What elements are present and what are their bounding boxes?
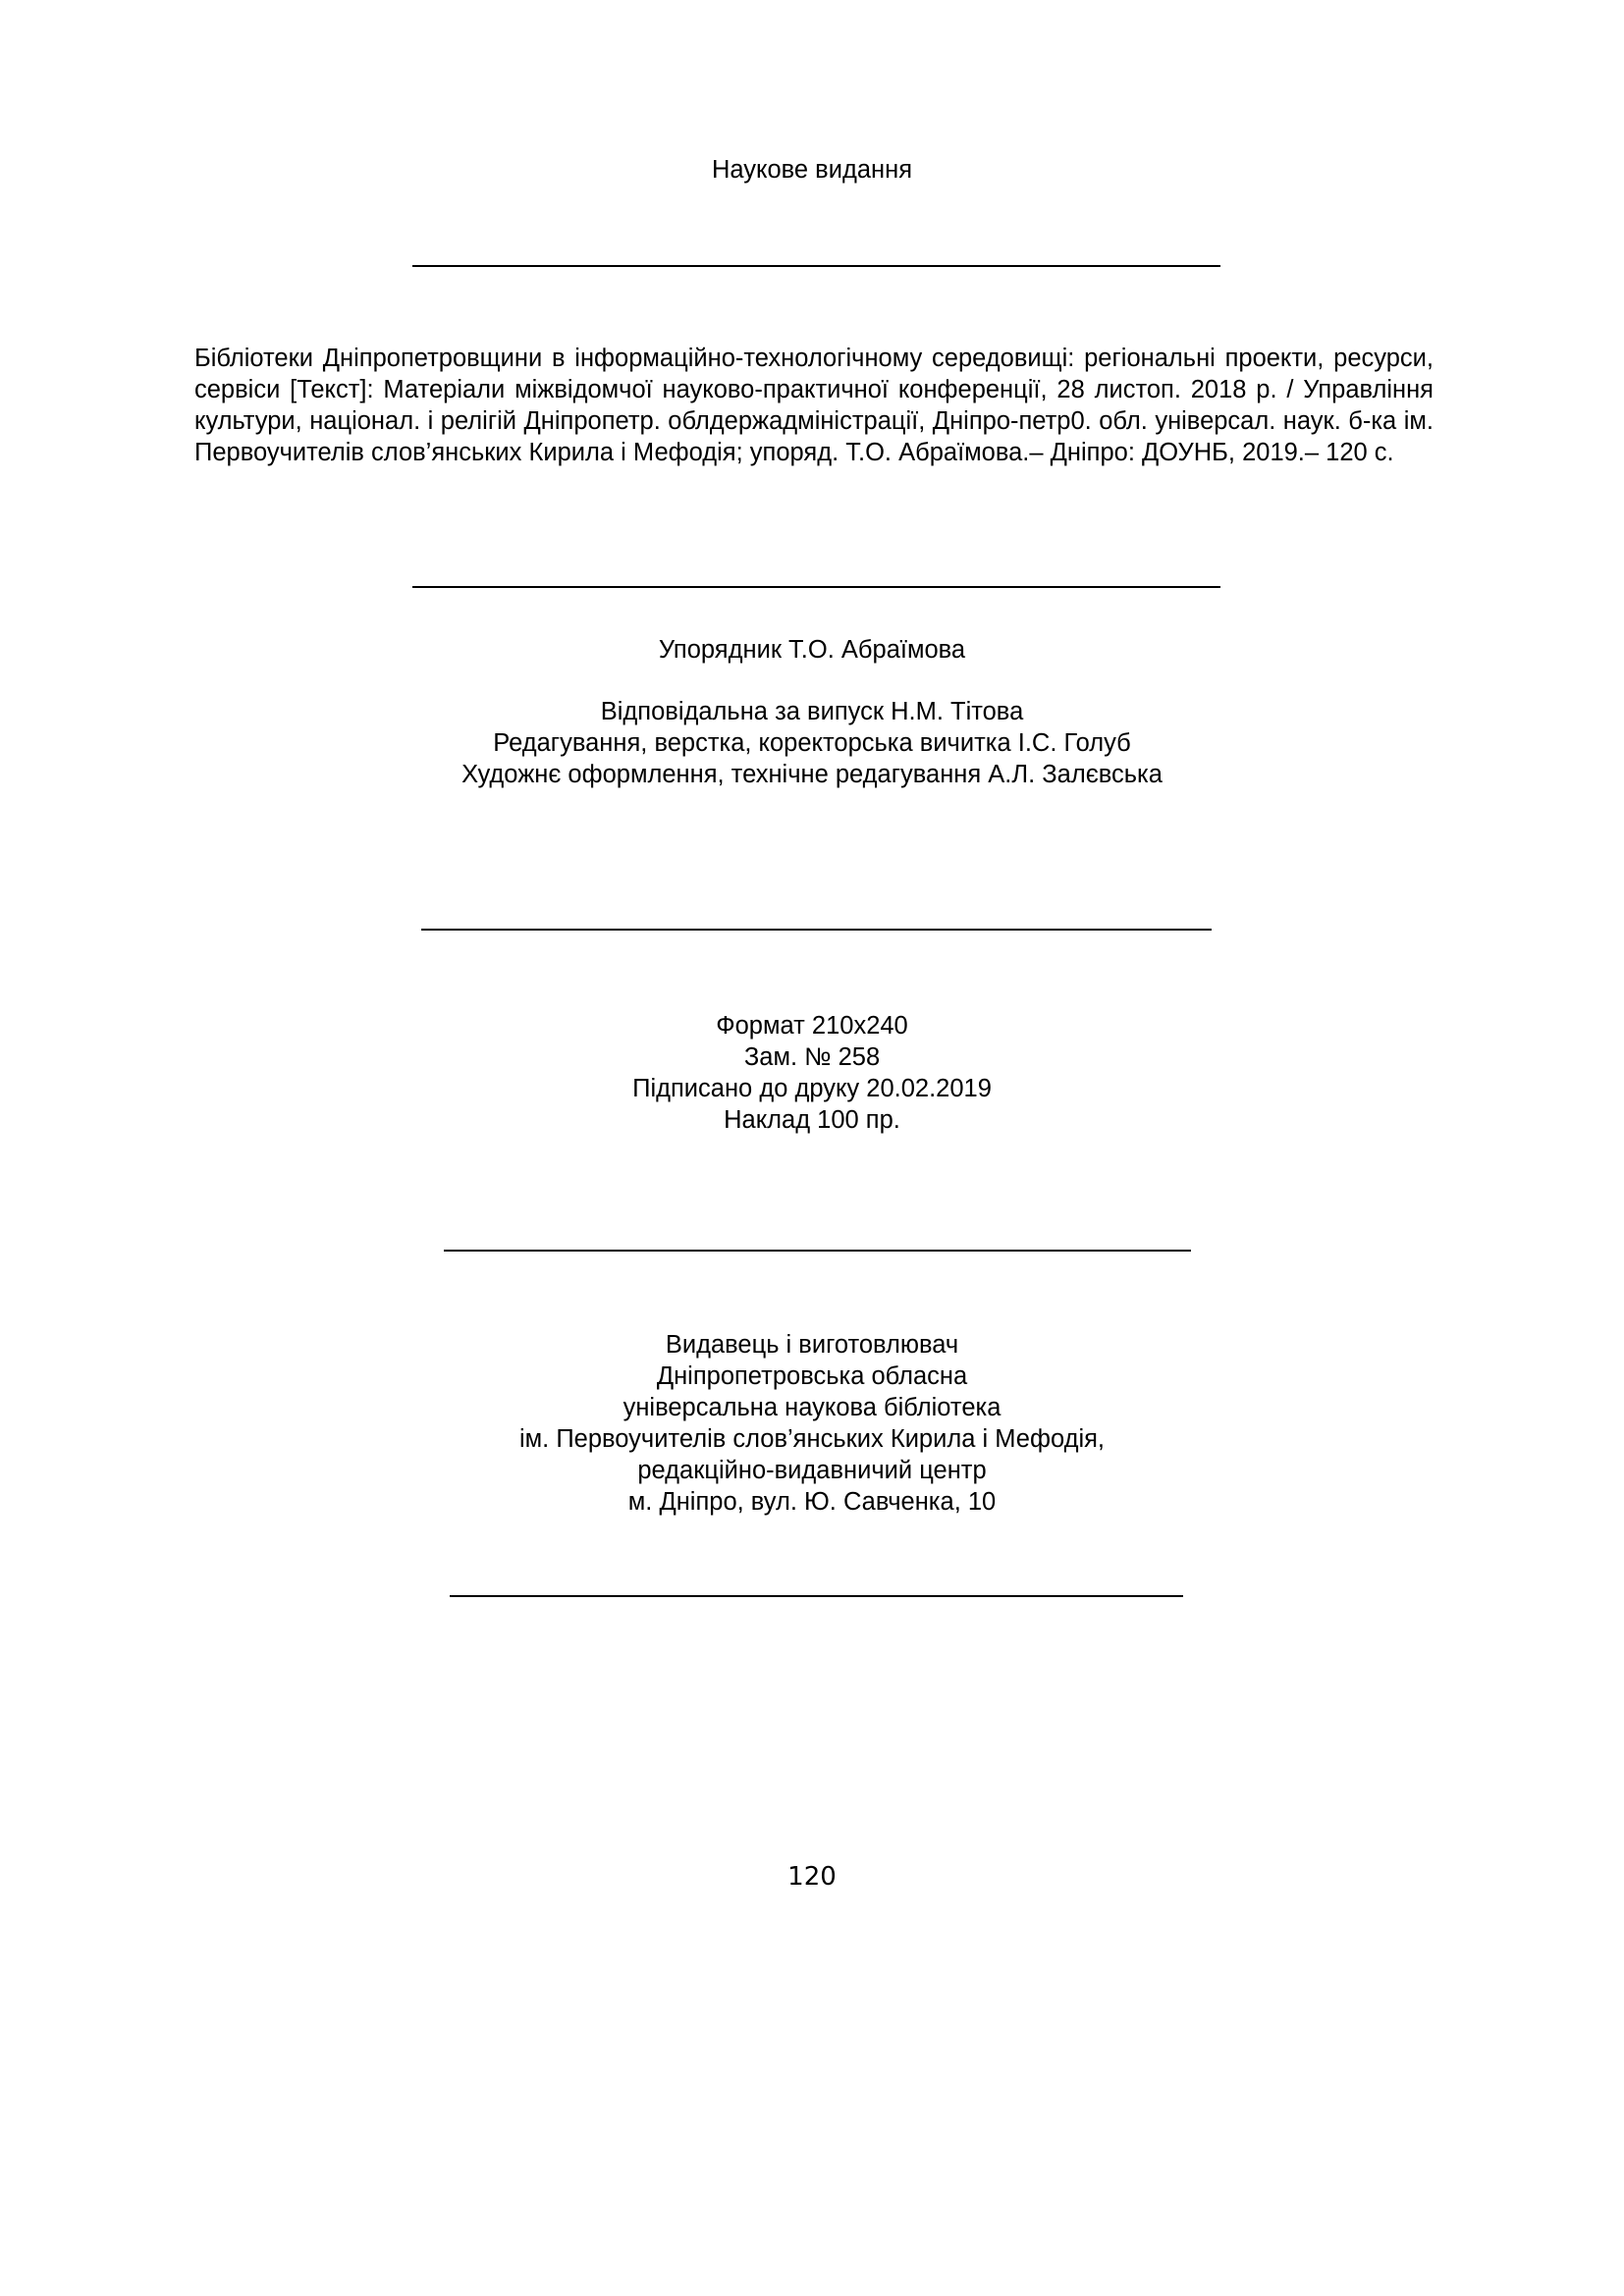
credit-line: Редагування, верстка, коректорська вичитка І.С. Голуб [493,729,1131,757]
bibliographic-record: Бібліотеки Дніпропетровщини в інформаційно-технологічному середовищі: регіональні проекти, ресурси, сервіси [Текст]: Матеріали міжвідомчої науково-практичної конференції, 28 листоп. 2018 р. / Управління культури, націонал. і релігій Дніпропетр. облдержадміністрації, Дніпро-петр0. обл. універсал. наук. б-ка ім. Первоучителів слов’янських Кирила і Мефодія; упоряд. Т.О. Абраїмова.– Дніпро: ДОУНБ, 2019.– 120 с. [194,345,1434,466]
print-info-line: Наклад 100 пр. [724,1106,900,1134]
credit-line: Художнє оформлення, технічне редагування А.Л. Залєвська [461,761,1163,788]
print-info-line: Підписано до друку 20.02.2019 [632,1075,992,1102]
separator-rule-5 [450,1595,1183,1597]
print-info-line: Формат 210х240 [716,1012,908,1040]
separator-rule-1 [412,265,1220,267]
credit-line: Відповідальна за випуск Н.М. Тітова [600,698,1024,725]
separator-rule-4 [444,1250,1191,1252]
page-heading: Наукове видання [711,156,913,184]
publisher-line: м. Дніпро, вул. Ю. Савченка, 10 [627,1488,997,1516]
publisher-line: Видавець і виготовлювач [665,1331,959,1359]
publisher-line: редакційно-видавничий центр [637,1457,987,1484]
compiler-line: Упорядник Т.О. Абраїмова [658,636,966,664]
publisher-line: ім. Первоучителів слов’янських Кирила і Мефодія, [518,1425,1106,1453]
page-number: 120 [787,1862,837,1892]
print-info-line: Зам. № 258 [743,1043,881,1071]
publisher-line: універсальна наукова бібліотека [623,1394,1001,1421]
separator-rule-3 [421,929,1212,931]
publisher-line: Дніпропетровська обласна [656,1362,968,1390]
separator-rule-2 [412,586,1220,588]
